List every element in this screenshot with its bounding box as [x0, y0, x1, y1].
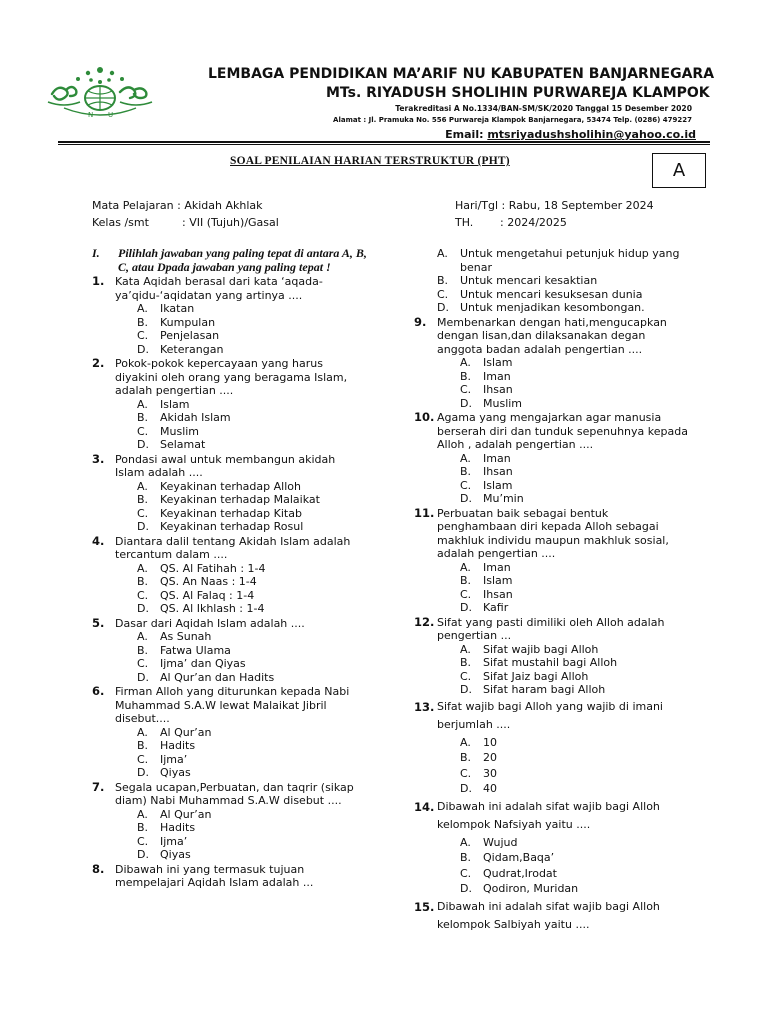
address-text: Alamat : Jl. Pramuka No. 556 Purwareja Klampok Banjarnegara, 53474 Telp. (0286) 479227: [333, 116, 692, 124]
option-letter: A.: [460, 642, 471, 656]
question-number: 3.: [92, 451, 105, 466]
question-text: Dibawah ini yang termasuk tujuan mempelajari Aqidah Islam adalah ...: [115, 862, 314, 889]
option-letter: B.: [137, 821, 149, 834]
answer-option[interactable]: [460, 452, 690, 466]
question-text: Kata Aqidah berasal dari kata ‘aqada-ya’qidu-‘aqidatan yang artinya ....: [115, 275, 323, 302]
option-text: Untuk mencari kesuksesan dunia: [460, 287, 643, 301]
option-letter: D.: [137, 438, 149, 451]
answer-option[interactable]: [137, 848, 368, 862]
instruction-text: Pilihlah jawaban yang paling tepat di antara A, B, C, atau Dpada jawaban yang paling tepat !: [118, 246, 367, 274]
option-letter: B.: [460, 369, 472, 383]
year-value: : 2024/2025: [500, 216, 567, 229]
option-list: [437, 452, 690, 506]
option-text: Islam: [483, 356, 513, 369]
answer-option[interactable]: [137, 343, 368, 357]
option-text: Wujud: [483, 835, 518, 849]
right-column: [414, 247, 690, 935]
option-letter: B.: [460, 751, 472, 764]
option-text: Hadits: [160, 821, 196, 834]
answer-option[interactable]: [460, 750, 690, 766]
option-letter: D.: [137, 670, 149, 684]
answer-option[interactable]: [137, 671, 368, 685]
question-text: Membenarkan dengan hati,mengucapkan dengan lisan,dan dilaksanakan degan anggota badan adalah pengertian ....: [437, 315, 667, 356]
answer-option[interactable]: [437, 301, 690, 315]
answer-option[interactable]: [460, 479, 690, 493]
option-list: [437, 835, 690, 897]
option-text: Ihsan: [483, 587, 513, 601]
option-text: QS. Al Fatihah : 1-4: [160, 561, 266, 575]
option-letter: A.: [137, 725, 148, 739]
answer-option[interactable]: [137, 835, 368, 849]
option-list: [115, 630, 368, 684]
date-line: Hari/Tgl : Rabu, 18 September 2024: [455, 199, 654, 212]
option-letter: C.: [137, 424, 149, 438]
question-item: [414, 698, 690, 797]
year-label: TH.: [455, 216, 474, 229]
question-number: 9.: [414, 314, 427, 329]
option-letter: B.: [460, 465, 472, 478]
answer-option[interactable]: [137, 480, 368, 494]
option-text: Akidah Islam: [160, 411, 231, 424]
question-number: 2.: [92, 356, 105, 370]
answer-option[interactable]: [460, 601, 690, 615]
answer-option[interactable]: [137, 602, 368, 616]
option-text: Islam: [160, 397, 190, 411]
question-text: Sifat wajib bagi Alloh yang wajib di imani berjumlah ....: [437, 699, 663, 731]
question-8-options: [414, 247, 690, 315]
question-number: 12.: [414, 614, 435, 629]
header-rule: [58, 141, 710, 143]
option-text: Sifat Jaiz bagi Alloh: [483, 669, 589, 683]
option-letter: D.: [460, 683, 472, 696]
question-number: 14.: [414, 799, 435, 814]
question-item: [414, 898, 690, 935]
question-text: Segala ucapan,Perbuatan, dan taqrir (sikap diam) Nabi Muhammad S.A.W disebut ....: [115, 780, 354, 807]
answer-option[interactable]: [137, 630, 368, 644]
option-letter: A.: [137, 561, 148, 575]
answer-option[interactable]: [460, 465, 690, 479]
option-text: Muslim: [483, 396, 523, 410]
answer-option[interactable]: [460, 850, 690, 866]
answer-option[interactable]: [137, 520, 368, 534]
email-label: Email:: [445, 128, 488, 141]
question-number: 5.: [92, 615, 105, 630]
option-letter: A.: [137, 397, 148, 411]
school-name: MTs. RIYADUSH SHOLIHIN PURWAREJA KLAMPOK: [326, 85, 710, 101]
option-text: Al Qur’an dan Hadits: [160, 670, 275, 684]
option-letter: C.: [137, 752, 149, 766]
option-text: Iman: [483, 451, 511, 465]
option-text: Qiyas: [160, 848, 191, 861]
option-text: Ijma’: [160, 752, 188, 766]
exam-code-box: [652, 153, 706, 188]
option-text: Qodiron, Muridan: [483, 882, 579, 895]
option-text: Sifat haram bagi Alloh: [483, 683, 606, 696]
email-line: [445, 128, 696, 141]
question-text: Dasar dari Aqidah Islam adalah ....: [115, 616, 305, 630]
option-list: [437, 735, 690, 797]
option-text: Keyakinan terhadap Kitab: [160, 506, 302, 520]
answer-option[interactable]: [137, 739, 368, 753]
answer-option[interactable]: [137, 808, 368, 822]
option-text: Mu’min: [483, 492, 524, 505]
accreditation-text: Terakreditasi A No.1334/BAN-SM/SK/2020 Tanggal 15 Desember 2020: [395, 104, 692, 113]
option-text: Ihsan: [483, 465, 513, 478]
answer-option[interactable]: [137, 766, 368, 780]
option-text: Islam: [483, 478, 513, 492]
option-letter: B.: [460, 574, 472, 587]
option-text: QS. Al Ikhlash : 1-4: [160, 602, 265, 615]
option-letter: D.: [137, 766, 149, 779]
option-text: Kumpulan: [160, 315, 216, 329]
option-letter: C.: [460, 383, 472, 396]
option-letter: A.: [137, 479, 148, 493]
answer-option[interactable]: [137, 302, 368, 316]
option-letter: B.: [137, 411, 149, 424]
question-text: Dibawah ini adalah sifat wajib bagi Alloh kelompok Salbiyah yaitu ....: [437, 899, 660, 931]
option-letter: A.: [137, 807, 148, 821]
option-letter: C.: [460, 866, 472, 880]
answer-option[interactable]: [137, 589, 368, 603]
option-letter: D.: [137, 602, 149, 615]
answer-option[interactable]: [137, 329, 368, 343]
question-text: Diantara dalil tentang Akidah Islam adalah tercantum dalam ....: [115, 534, 351, 561]
answer-option[interactable]: [437, 288, 690, 302]
question-text: Perbuatan baik sebagai bentuk penghambaan diri kepada Alloh sebagai makhluk individu maupun makhluk sosial, adalah pengertian ....: [437, 506, 669, 560]
option-letter: A.: [460, 451, 471, 465]
option-list: [115, 808, 368, 862]
question-item: [92, 535, 368, 616]
option-letter: B.: [460, 851, 472, 864]
question-item: [414, 616, 690, 697]
question-number: 1.: [92, 274, 105, 288]
instruction: [92, 246, 368, 274]
question-item: [92, 453, 368, 534]
question-number: 6.: [92, 684, 105, 698]
answer-option[interactable]: [460, 766, 690, 782]
option-letter: C.: [137, 657, 149, 670]
option-text: Al Qur’an: [160, 807, 212, 821]
question-text: Firman Alloh yang diturunkan kepada Nabi Muhammad S.A.W lewat Malaikat Jibril disebut....: [115, 685, 350, 725]
option-letter: D.: [137, 520, 149, 533]
option-letter: C.: [137, 506, 149, 520]
option-letter: B.: [137, 493, 149, 506]
option-text: Qudrat,Irodat: [483, 866, 557, 880]
option-letter: B.: [137, 643, 149, 657]
option-letter: A.: [460, 356, 471, 369]
answer-option[interactable]: [460, 588, 690, 602]
answer-option[interactable]: [137, 644, 368, 658]
answer-option[interactable]: [460, 656, 690, 670]
question-item: [92, 275, 368, 356]
option-letter: A.: [460, 560, 471, 574]
question-item: [414, 316, 690, 411]
question-number: 11.: [414, 505, 435, 520]
option-list: [115, 726, 368, 780]
option-text: QS. Al Falaq : 1-4: [160, 588, 255, 602]
class-label: Kelas /smt: [92, 216, 149, 229]
question-number: 10.: [414, 410, 435, 424]
answer-option[interactable]: [460, 561, 690, 575]
answer-option[interactable]: [137, 753, 368, 767]
answer-option[interactable]: [460, 683, 690, 697]
option-list: [115, 480, 368, 534]
answer-option[interactable]: [137, 507, 368, 521]
answer-option[interactable]: [437, 247, 690, 274]
option-letter: A.: [137, 630, 148, 643]
answer-option[interactable]: [137, 562, 368, 576]
answer-option[interactable]: [137, 398, 368, 412]
answer-option[interactable]: [460, 643, 690, 657]
question-text: Sifat yang pasti dimiliki oleh Alloh adalah pengertian ...: [437, 615, 665, 642]
option-text: Ihsan: [483, 383, 513, 396]
option-text: Ijma’: [160, 834, 188, 848]
question-item: [92, 685, 368, 780]
option-text: Iman: [483, 560, 511, 574]
option-text: Kafir: [483, 601, 509, 614]
right-question-list: [414, 316, 690, 697]
answer-option[interactable]: [137, 657, 368, 671]
answer-option[interactable]: [437, 274, 690, 288]
option-text: 20: [483, 751, 497, 764]
logo-letter-u: U: [108, 111, 114, 119]
option-text: 30: [483, 766, 497, 780]
header-rule-thin: [58, 144, 710, 145]
answer-option[interactable]: [137, 438, 368, 452]
option-list: [437, 561, 690, 615]
answer-option[interactable]: [460, 835, 690, 851]
answer-option[interactable]: [460, 383, 690, 397]
question-number: 13.: [414, 699, 435, 714]
class-value: : VII (Tujuh)/Gasal: [182, 216, 279, 229]
option-list: [115, 398, 368, 452]
question-item: [414, 507, 690, 615]
question-text: Agama yang mengajarkan agar manusia berserah diri dan tunduk sepenuhnya kepada Alloh , adalah pengertian ....: [437, 411, 688, 451]
option-text: 40: [483, 782, 497, 795]
option-letter: D.: [460, 882, 472, 895]
option-text: Keyakinan terhadap Rosul: [160, 520, 304, 533]
option-list: [115, 562, 368, 616]
answer-option[interactable]: [460, 670, 690, 684]
option-letter: B.: [437, 274, 449, 287]
answer-option[interactable]: [460, 574, 690, 588]
question-number: 15.: [414, 899, 435, 914]
option-text: Muslim: [160, 424, 200, 438]
option-letter: B.: [137, 575, 149, 588]
answer-option[interactable]: [460, 781, 690, 797]
answer-option[interactable]: [137, 493, 368, 507]
question-text: Pondasi awal untuk membangun akidah Islam adalah ....: [115, 452, 336, 479]
question-item: [92, 781, 368, 862]
option-letter: D.: [137, 342, 149, 356]
question-item: [92, 863, 368, 890]
email-link[interactable]: mtsriyadushsholihin@yahoo.co.id: [487, 128, 696, 141]
option-text: Untuk mencari kesaktian: [460, 274, 598, 287]
exam-title: SOAL PENILAIAN HARIAN TERSTRUKTUR (PHT): [230, 155, 510, 167]
option-letter: D.: [437, 301, 449, 314]
option-text: Selamat: [160, 438, 206, 451]
question-item: [92, 617, 368, 685]
answer-option[interactable]: [460, 492, 690, 506]
instruction-number: I.: [92, 246, 100, 260]
subject-line: Mata Pelajaran : Akidah Akhlak: [92, 199, 263, 212]
option-letter: C.: [460, 669, 472, 683]
option-letter: D.: [460, 396, 472, 410]
question-number: 4.: [92, 533, 105, 548]
option-text: Keyakinan terhadap Alloh: [160, 479, 301, 493]
option-letter: B.: [460, 656, 472, 669]
answer-option[interactable]: [137, 316, 368, 330]
option-letter: C.: [460, 766, 472, 780]
option-letter: D.: [137, 848, 149, 861]
left-question-list: [92, 275, 368, 890]
option-text: Al Qur’an: [160, 725, 212, 739]
option-text: Ikatan: [160, 302, 195, 315]
answer-option[interactable]: [137, 821, 368, 835]
option-letter: B.: [137, 315, 149, 329]
option-text: Untuk menjadikan kesombongan.: [460, 301, 645, 314]
question-text: Pokok-pokok kepercayaan yang harus diyakini oleh orang yang beragama Islam, adalah pengertian ....: [115, 357, 348, 397]
option-text: QS. An Naas : 1-4: [160, 575, 257, 588]
question-item: [92, 357, 368, 452]
logo-letter-n: N: [88, 111, 94, 119]
option-letter: A.: [437, 247, 448, 260]
answer-option[interactable]: [460, 370, 690, 384]
right-question-list-continued: [414, 698, 690, 935]
option-text: Sifat mustahil bagi Alloh: [483, 656, 618, 669]
question-number: 7.: [92, 779, 105, 794]
option-text: Ijma’ dan Qiyas: [160, 657, 246, 670]
option-list: [437, 643, 690, 697]
option-letter: C.: [460, 587, 472, 601]
option-text: Qiyas: [160, 766, 191, 779]
answer-option[interactable]: [137, 425, 368, 439]
option-text: Fatwa Ulama: [160, 643, 231, 657]
option-text: Penjelasan: [160, 329, 220, 342]
question-item: [414, 798, 690, 897]
option-text: Keyakinan terhadap Malaikat: [160, 493, 320, 506]
option-text: Untuk mengetahui petunjuk hidup yang benar: [460, 247, 680, 274]
answer-option[interactable]: [460, 397, 690, 411]
answer-option[interactable]: [137, 411, 368, 425]
exam-code: A: [672, 160, 686, 181]
option-text: 10: [483, 735, 497, 749]
option-letter: C.: [137, 834, 149, 848]
option-letter: A.: [137, 302, 148, 315]
option-text: Iman: [483, 369, 511, 383]
option-letter: C.: [137, 588, 149, 602]
option-letter: B.: [137, 739, 149, 752]
answer-option[interactable]: [137, 726, 368, 740]
option-letter: A.: [460, 735, 471, 749]
answer-option[interactable]: [460, 866, 690, 882]
option-letter: C.: [460, 478, 472, 492]
answer-option[interactable]: [460, 356, 690, 370]
answer-option[interactable]: [460, 735, 690, 751]
option-list: [437, 356, 690, 410]
answer-option[interactable]: [137, 575, 368, 589]
school-logo: [44, 64, 156, 122]
left-column: [92, 246, 368, 890]
option-text: As Sunah: [160, 630, 212, 643]
option-text: Hadits: [160, 739, 196, 752]
question-item: [414, 411, 690, 506]
option-letter: A.: [460, 835, 471, 849]
question-number: 8.: [92, 861, 105, 876]
institution-name: LEMBAGA PENDIDIKAN MA’ARIF NU KABUPATEN BANJARNEGARA: [208, 66, 715, 82]
option-letter: C.: [137, 329, 149, 342]
option-text: Qidam,Baqa’: [483, 851, 555, 864]
question-text: Dibawah ini adalah sifat wajib bagi Alloh kelompok Nafsiyah yaitu ....: [437, 799, 660, 831]
answer-option[interactable]: [460, 881, 690, 897]
option-letter: C.: [437, 287, 449, 301]
option-letter: D.: [460, 782, 472, 795]
option-text: Sifat wajib bagi Alloh: [483, 642, 599, 656]
option-text: Islam: [483, 574, 513, 587]
option-letter: D.: [460, 601, 472, 614]
option-text: Keterangan: [160, 342, 224, 356]
option-list: [115, 302, 368, 356]
option-letter: D.: [460, 492, 472, 505]
